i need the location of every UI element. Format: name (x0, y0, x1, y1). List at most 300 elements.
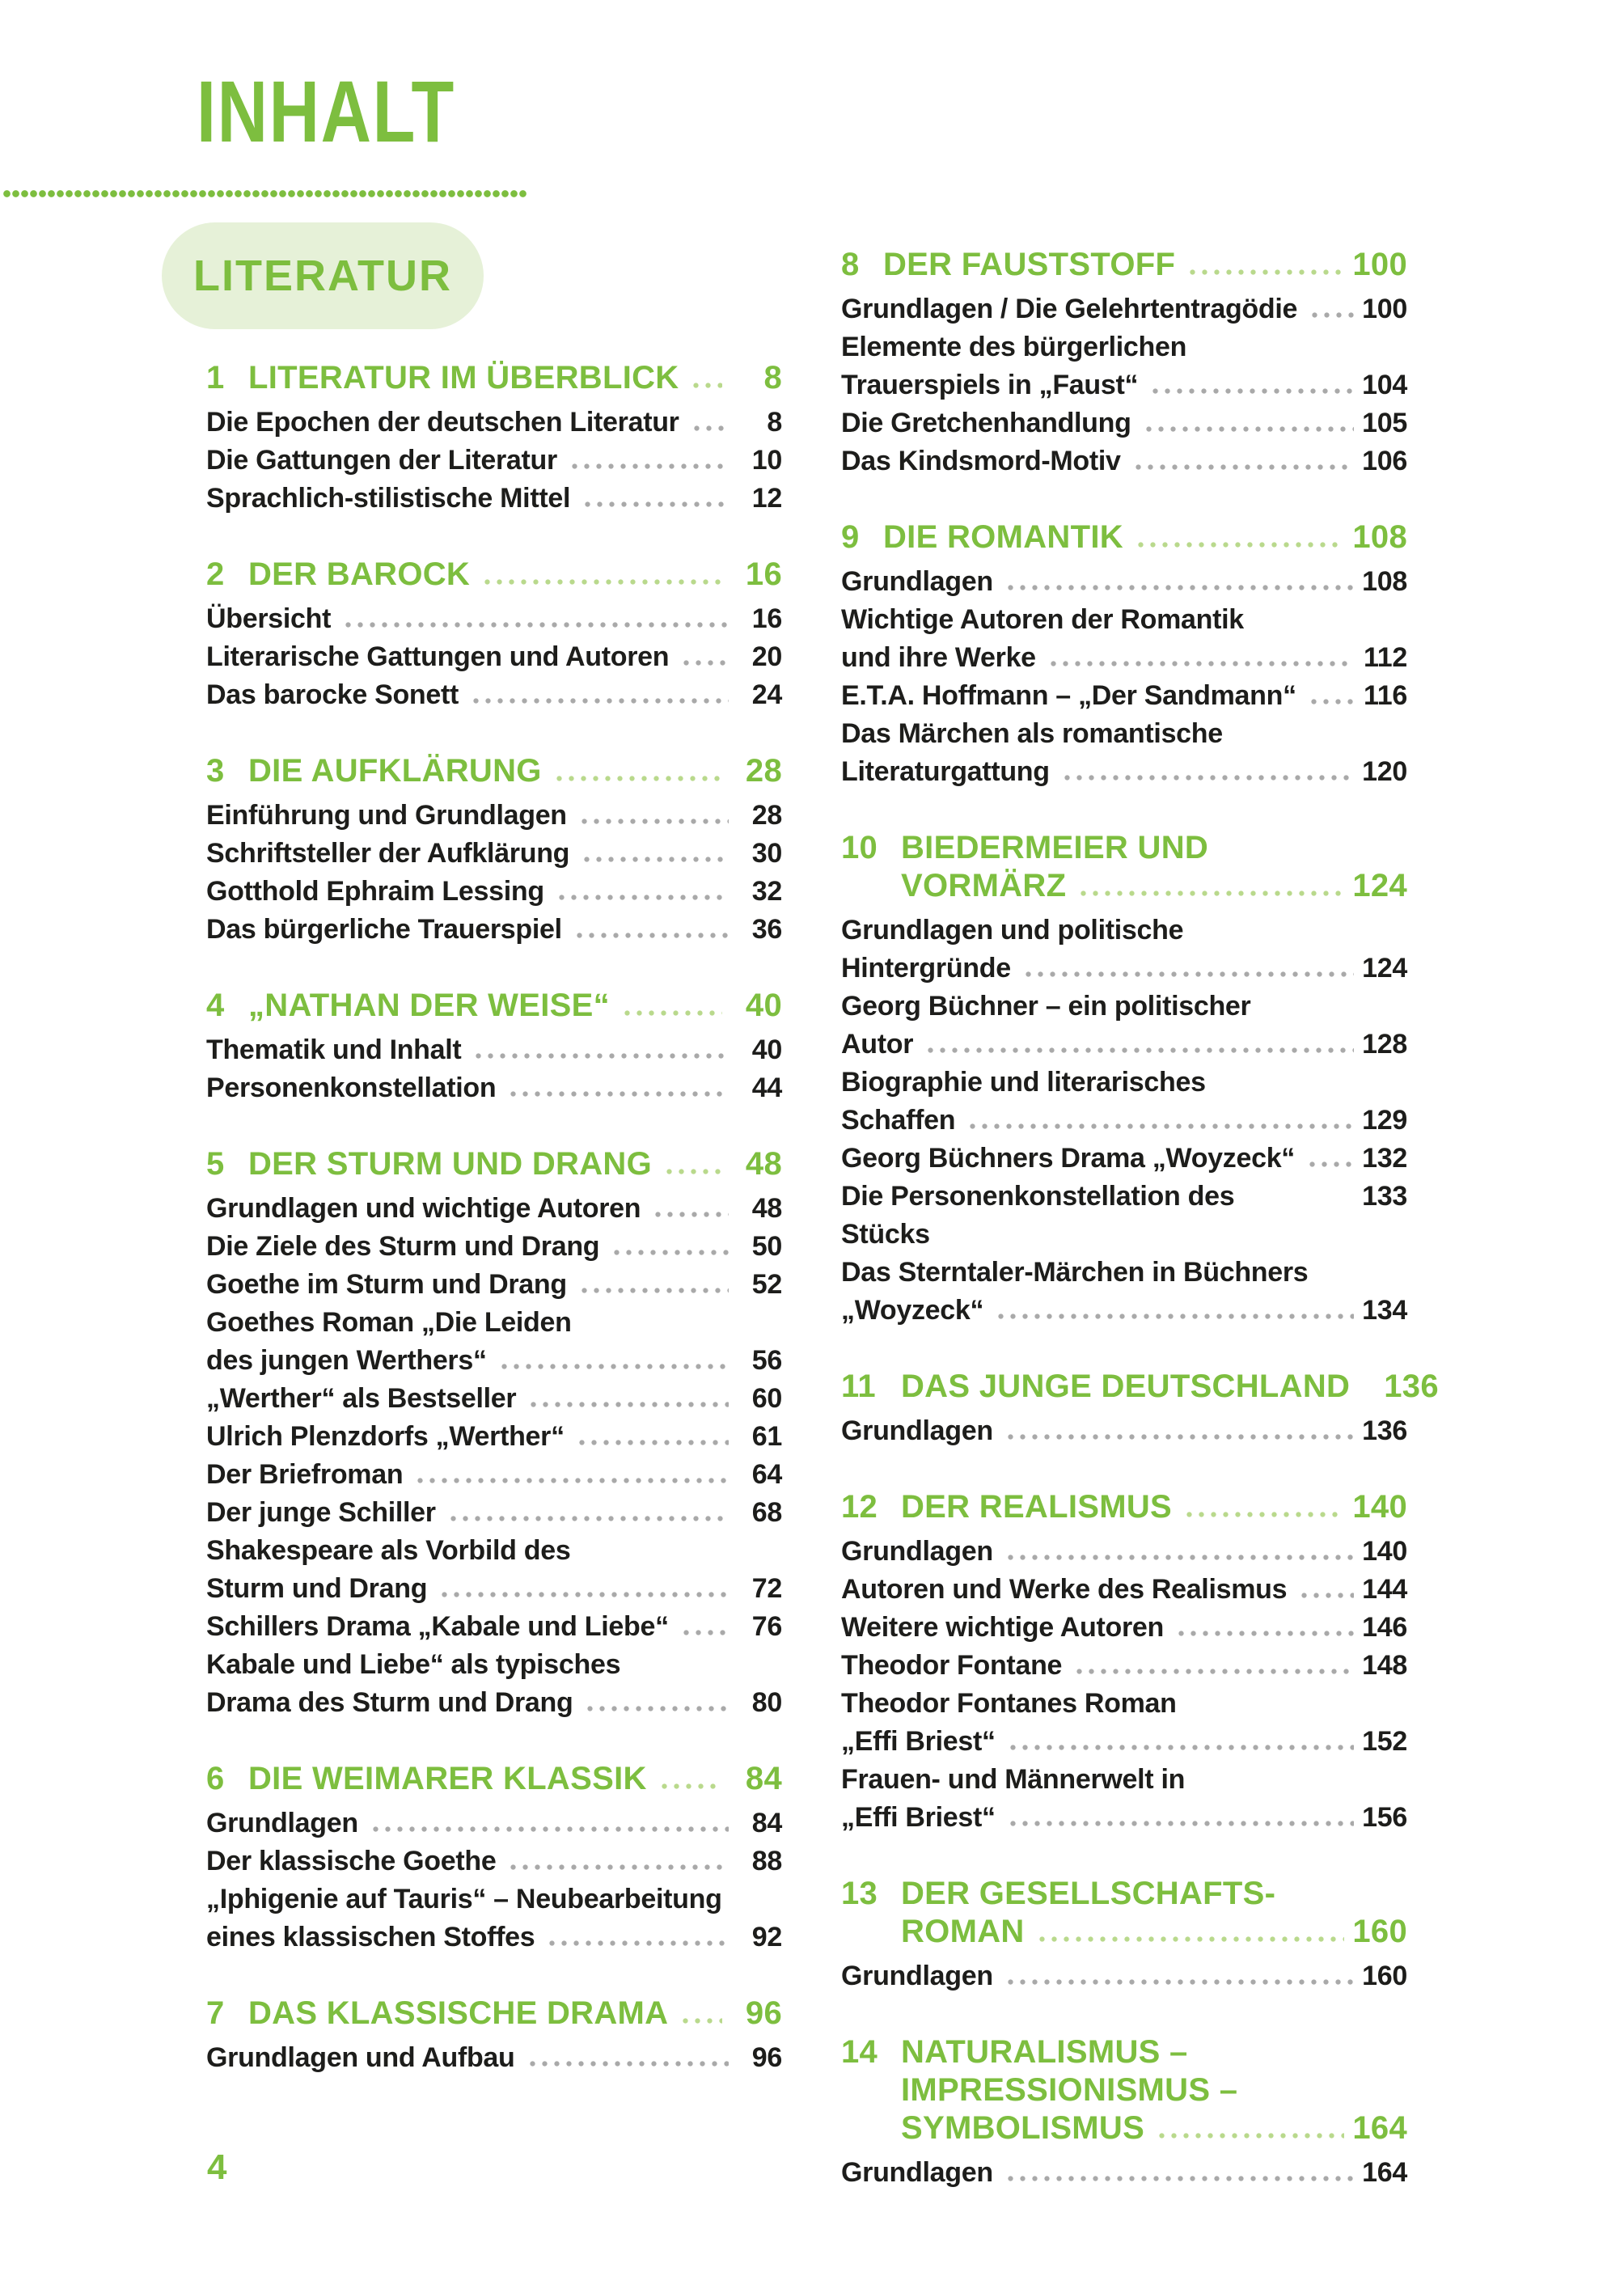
sec-line: IMPRESSIONISMUS – (901, 2072, 1238, 2108)
section-heading (841, 1488, 1407, 1526)
dot-leader (1143, 426, 1354, 432)
entry-line (841, 1647, 1407, 1685)
section-heading (206, 752, 782, 790)
line-text: DIE ROMANTIK (883, 519, 1123, 555)
line-text: Einführung und Grundlagen (206, 800, 567, 831)
line-text: Drama des Sturm und Drang (206, 1687, 573, 1718)
line-text: Grundlagen (841, 1415, 993, 1446)
dot-leader (1361, 1391, 1376, 1397)
page-number: 61 (751, 1421, 782, 1452)
page-number: 140 (1362, 1536, 1407, 1567)
sec-line: NATURALISMUS – (901, 2034, 1188, 2070)
toc-entry (206, 2039, 782, 2077)
sec-line: BIEDERMEIER UND (901, 830, 1209, 865)
entry-line (841, 950, 1407, 988)
page-number: 48 (751, 1193, 782, 1224)
entry-line (206, 638, 782, 676)
line-text: DAS KLASSISCHE DRAMA (248, 1995, 669, 2031)
entry-line: „Iphigenie auf Tauris“ – Neubearbeitung (206, 1884, 722, 1914)
toc-entry (206, 1190, 782, 1228)
dot-leader (690, 383, 722, 388)
section-number: 10 (841, 830, 878, 865)
page-number: 120 (1362, 756, 1407, 787)
page-number: 28 (745, 753, 782, 789)
dot-leader (584, 1706, 729, 1711)
toc-entry (841, 601, 1407, 677)
sec-line (248, 987, 782, 1025)
page-number: 104 (1362, 370, 1407, 400)
dot-leader (581, 857, 729, 862)
line-text: Grundlagen / Die Gelehrtentragödie (841, 294, 1298, 324)
dot-leader (447, 1516, 729, 1521)
page-number: 52 (751, 1269, 782, 1300)
page-number: 32 (751, 876, 782, 907)
toc-entry (206, 1380, 782, 1418)
dot-leader (1073, 1669, 1354, 1674)
dot-leader (1022, 971, 1354, 977)
page-number: 72 (751, 1573, 782, 1604)
line-text: Das barocke Sonett (206, 679, 459, 710)
entry-line: Kabale und Liebe“ als typisches (206, 1649, 621, 1680)
dot-leader (1308, 699, 1354, 704)
entry-line (206, 600, 782, 638)
dot-leader (498, 1364, 729, 1369)
page-number: 146 (1362, 1612, 1407, 1643)
toc-section (206, 1995, 782, 2077)
dot-leader (573, 933, 729, 938)
dot-leader (663, 1169, 722, 1174)
dot-leader (1007, 1745, 1354, 1750)
line-text: Die Gattungen der Literatur (206, 445, 557, 476)
entry-line (841, 1609, 1407, 1647)
entry-line (841, 442, 1407, 480)
line-text: des jungen Werthers“ (206, 1345, 487, 1376)
section-title-lines (248, 1995, 782, 2033)
toc-entry (206, 1532, 782, 1608)
toc-entry (206, 1031, 782, 1069)
line-text: und ihre Werke (841, 642, 1036, 673)
page-number: 16 (745, 556, 782, 592)
dot-leader (1004, 1979, 1354, 1985)
toc-entry (206, 911, 782, 949)
entry-line (841, 1533, 1407, 1571)
dot-leader (1132, 464, 1354, 470)
dot-leader (507, 1091, 729, 1097)
section-number: 5 (206, 1146, 225, 1182)
entry-line (841, 677, 1407, 715)
section-heading (841, 246, 1407, 284)
toc-entry (841, 988, 1407, 1064)
dot-leader (1306, 1161, 1354, 1167)
entry-line: Georg Büchner – ein politischer (841, 991, 1251, 1022)
page-number: 132 (1362, 1143, 1407, 1174)
toc-entry (841, 404, 1407, 442)
section-number: 6 (206, 1761, 225, 1796)
entry-line: Elemente des bürgerlichen (841, 332, 1187, 362)
page-number: 100 (1352, 247, 1407, 282)
sec-line (248, 752, 782, 790)
line-text: Literarische Gattungen und Autoren (206, 641, 670, 672)
entry-line (206, 404, 782, 442)
line-text: LITERATUR IM ÜBERBLICK (248, 360, 679, 396)
entry-line (206, 2039, 782, 2077)
page-number: 12 (751, 483, 782, 514)
line-text: Das bürgerliche Trauerspiel (206, 914, 562, 945)
line-text: DER BAROCK (248, 556, 471, 592)
toc-entry (841, 442, 1407, 480)
section-number: 4 (206, 988, 225, 1023)
toc-entry (841, 677, 1407, 715)
line-text: Schriftsteller der Aufklärung (206, 838, 570, 869)
dot-leader (1004, 585, 1354, 590)
toc-section (206, 1760, 782, 1957)
sec-line (883, 246, 1407, 284)
dot-leader (679, 2018, 722, 2024)
section-title-lines (248, 752, 782, 790)
section-title-lines (883, 518, 1407, 556)
dot-leader (1339, 1199, 1354, 1205)
entry-line (206, 1608, 782, 1646)
dot-leader (342, 622, 729, 628)
entry-line (206, 911, 782, 949)
section-heading (206, 1760, 782, 1798)
page-number: 40 (751, 1034, 782, 1065)
dot-leader (553, 776, 722, 781)
dot-leader (370, 1826, 729, 1832)
line-text: DAS JUNGE DEUTSCHLAND (901, 1369, 1351, 1404)
entry-line (206, 1266, 782, 1304)
section-number: 2 (206, 556, 225, 592)
entry-line: Theodor Fontanes Roman (841, 1688, 1177, 1719)
entry-line (206, 1919, 782, 1957)
section-number: 1 (206, 360, 225, 396)
dotted-divider (2, 188, 528, 200)
line-text: Goethe im Sturm und Drang (206, 1269, 567, 1300)
section-title-lines (248, 1145, 782, 1183)
page-number: 8 (763, 360, 782, 396)
line-text: Hintergründe (841, 953, 1011, 984)
entry-line (841, 1102, 1407, 1140)
section-heading (841, 518, 1407, 556)
dot-leader (578, 819, 729, 824)
entry-line (841, 290, 1407, 328)
entry-line (206, 1228, 782, 1266)
toc-section (841, 1875, 1407, 1995)
toc-entry (841, 1571, 1407, 1609)
dot-leader (1298, 1593, 1354, 1598)
line-text: Sturm und Drang (206, 1573, 428, 1604)
page-number: 96 (751, 2042, 782, 2073)
entry-line: Shakespeare als Vorbild des (206, 1535, 571, 1566)
toc-entry (841, 328, 1407, 404)
toc-entry (841, 912, 1407, 988)
section-heading (206, 1145, 782, 1183)
dot-leader (507, 1864, 729, 1870)
entry-line: Das Märchen als romantische (841, 718, 1223, 749)
page-number: 76 (751, 1611, 782, 1642)
line-text: „Effi Briest“ (841, 1802, 996, 1833)
line-text: „Woyzeck“ (841, 1295, 984, 1326)
dot-leader (995, 1314, 1354, 1319)
entry-line (206, 676, 782, 714)
page-number: 8 (767, 407, 782, 438)
section-heading (206, 359, 782, 397)
page-number: 136 (1384, 1369, 1439, 1404)
line-text: Sprachlich-stilistische Mittel (206, 483, 571, 514)
entry-line (206, 1456, 782, 1494)
section-number: 7 (206, 1995, 225, 2031)
dot-leader (414, 1478, 729, 1483)
sec-line (248, 556, 782, 594)
page-number: 160 (1352, 1914, 1407, 1949)
page-number: 124 (1362, 953, 1407, 984)
section-number: 3 (206, 753, 225, 789)
page-number: 164 (1362, 2157, 1407, 2188)
entry-line (841, 1292, 1407, 1330)
toc-entry (206, 638, 782, 676)
line-text: DER STURM UND DRANG (248, 1146, 653, 1182)
entry-line (841, 1571, 1407, 1609)
toc-entry (841, 1957, 1407, 1995)
entry-line (841, 563, 1407, 601)
section-number: 9 (841, 519, 860, 555)
line-text: Die Ziele des Sturm und Drang (206, 1231, 600, 1262)
page-number: 152 (1362, 1726, 1407, 1757)
toc-section (206, 752, 782, 949)
toc-section (206, 556, 782, 714)
page-number: 50 (751, 1231, 782, 1262)
page-number: 164 (1352, 2110, 1407, 2146)
toc-entry (206, 1266, 782, 1304)
section-number: 11 (841, 1369, 876, 1404)
toc-entry (206, 1646, 782, 1722)
section-heading (841, 1875, 1407, 1951)
entry-line (206, 1069, 782, 1107)
entry-line (206, 1380, 782, 1418)
dot-leader (1061, 775, 1354, 781)
line-text: Grundlagen (206, 1808, 358, 1838)
toc-section (206, 359, 782, 518)
dot-leader (578, 1288, 729, 1293)
line-text: VORMÄRZ (901, 868, 1067, 903)
sec-line: DER GESELLSCHAFTS- (901, 1876, 1276, 1911)
page-number: 100 (1362, 294, 1407, 324)
page-number: 105 (1362, 408, 1407, 438)
dot-leader (658, 1783, 722, 1789)
toc-entry (206, 1842, 782, 1881)
section-heading (206, 987, 782, 1025)
section-heading (841, 2033, 1407, 2147)
page-number: 124 (1352, 868, 1407, 903)
page-number: 106 (1362, 446, 1407, 476)
page-number: 148 (1362, 1650, 1407, 1681)
dot-leader (1309, 312, 1354, 318)
section-title-lines (883, 246, 1407, 284)
line-text: Theodor Fontane (841, 1650, 1063, 1681)
line-text: Schaffen (841, 1105, 956, 1136)
page-number: 10 (751, 445, 782, 476)
section-heading (841, 829, 1407, 905)
dot-leader (1135, 542, 1344, 548)
page-number: 56 (751, 1345, 782, 1376)
toc-entry (841, 1412, 1407, 1450)
section-title-lines (248, 987, 782, 1025)
entry-line: Wichtige Autoren der Romantik (841, 604, 1244, 635)
sec-line (883, 518, 1407, 556)
toc-entry (206, 480, 782, 518)
dot-leader (621, 1010, 722, 1016)
toc-entry (206, 1608, 782, 1646)
line-text: Personenkonstellation (206, 1072, 497, 1103)
line-text: DER REALISMUS (901, 1489, 1173, 1525)
toc-entry (841, 715, 1407, 791)
section-title-lines (901, 2033, 1407, 2147)
dot-leader (1183, 1512, 1344, 1517)
section-title-lines (248, 556, 782, 594)
line-text: ROMAN (901, 1914, 1025, 1949)
entry-line: Grundlagen und politische (841, 915, 1184, 946)
dot-leader (680, 1630, 729, 1635)
dot-leader (582, 501, 729, 507)
entry-line (206, 873, 782, 911)
section-number: 13 (841, 1876, 878, 1911)
line-text: Thematik und Inhalt (206, 1034, 462, 1065)
toc-entry (841, 1609, 1407, 1647)
dot-leader (1036, 1936, 1345, 1942)
sec-line (248, 359, 782, 397)
toc-entry (206, 442, 782, 480)
section-heading (206, 556, 782, 594)
entry-line (841, 2154, 1407, 2192)
line-text: Grundlagen (841, 2157, 993, 2188)
line-text: „Werther“ als Bestseller (206, 1383, 517, 1414)
toc-entry (206, 1418, 782, 1456)
dot-leader (1077, 891, 1344, 896)
toc-section (841, 2033, 1407, 2192)
toc-entry (206, 404, 782, 442)
line-text: SYMBOLISMUS (901, 2110, 1145, 2146)
page-number: 28 (751, 800, 782, 831)
toc-section (841, 1368, 1439, 1450)
page-number: 68 (751, 1497, 782, 1528)
page-number: 144 (1362, 1574, 1407, 1605)
toc-entry (206, 1069, 782, 1107)
toc-section (206, 987, 782, 1107)
toc-entry (206, 676, 782, 714)
page-number: 40 (745, 988, 782, 1023)
entry-line (206, 480, 782, 518)
toc-entry (841, 1140, 1407, 1178)
dot-leader (527, 1402, 729, 1407)
dot-leader (924, 1047, 1354, 1053)
entry-line (206, 1031, 782, 1069)
sec-line (901, 1913, 1407, 1951)
dot-leader (1004, 2176, 1354, 2181)
entry-line (841, 366, 1407, 404)
sec-line (901, 1368, 1439, 1406)
section-title-lines (901, 829, 1407, 905)
toc-entry (206, 1304, 782, 1380)
toc-column-right (841, 246, 1439, 2230)
entry-line: Goethes Roman „Die Leiden (206, 1307, 572, 1338)
section-number: 14 (841, 2034, 878, 2070)
line-text: Trauerspiels in „Faust“ (841, 370, 1139, 400)
entry-line (206, 1684, 782, 1722)
line-text: eines klassischen Stoffes (206, 1922, 535, 1952)
entry-line (206, 1342, 782, 1380)
dot-leader (438, 1592, 729, 1597)
toc-entry (206, 1456, 782, 1494)
page-number: 20 (751, 641, 782, 672)
entry-line (206, 797, 782, 835)
sec-line (248, 1145, 782, 1183)
section-number: 8 (841, 247, 860, 282)
page-number: 108 (1352, 519, 1407, 555)
line-text: Weitere wichtige Autoren (841, 1612, 1164, 1643)
toc-entry (841, 1761, 1407, 1837)
page-number: 96 (745, 1995, 782, 2031)
page-number: 24 (751, 679, 782, 710)
category-badge (162, 222, 484, 329)
line-text: Der junge Schiller (206, 1497, 436, 1528)
toc-entry (841, 1685, 1407, 1761)
line-text: Die Gretchenhandlung (841, 408, 1131, 438)
page-number: 88 (751, 1846, 782, 1876)
page-number: 156 (1362, 1802, 1407, 1833)
dot-leader (576, 1440, 729, 1445)
entry-line (206, 1190, 782, 1228)
dot-leader (1186, 269, 1344, 275)
page-number: 129 (1362, 1105, 1407, 1136)
line-text: Literaturgattung (841, 756, 1050, 787)
line-text: DER FAUSTSTOFF (883, 247, 1176, 282)
entry-line (206, 1418, 782, 1456)
toc-section (841, 246, 1407, 480)
page-number: 84 (745, 1761, 782, 1796)
toc-section (206, 1145, 782, 1722)
line-text: Georg Büchners Drama „Woyzeck“ (841, 1143, 1295, 1174)
toc-entry (841, 290, 1407, 328)
page-number: 48 (745, 1146, 782, 1182)
entry-line (206, 1804, 782, 1842)
entry-line (841, 639, 1407, 677)
category-badge-label: LITERATUR (193, 252, 452, 300)
toc-entry (206, 873, 782, 911)
dot-leader (652, 1212, 729, 1217)
page-number: 116 (1364, 680, 1407, 711)
dot-leader (1047, 661, 1354, 666)
line-text: Das Kindsmord-Motiv (841, 446, 1121, 476)
page-number: 134 (1362, 1295, 1407, 1326)
dot-leader (481, 579, 722, 585)
section-title-lines (248, 1760, 782, 1798)
toc-entry (841, 1064, 1407, 1140)
dot-leader (569, 463, 729, 469)
entry-line (206, 1842, 782, 1881)
line-text: „NATHAN DER WEISE“ (248, 988, 610, 1023)
entry-line (841, 1140, 1407, 1178)
line-text: Schillers Drama „Kabale und Liebe“ (206, 1611, 669, 1642)
page-number: 108 (1362, 566, 1407, 597)
toc-entry (206, 600, 782, 638)
page-number: 133 (1362, 1181, 1407, 1212)
dot-leader (1007, 1821, 1354, 1826)
entry-line (841, 1412, 1407, 1450)
toc-entry (841, 563, 1407, 601)
page-title: INHALT (197, 62, 455, 160)
page-number: 64 (751, 1459, 782, 1490)
dot-leader (527, 2061, 729, 2067)
